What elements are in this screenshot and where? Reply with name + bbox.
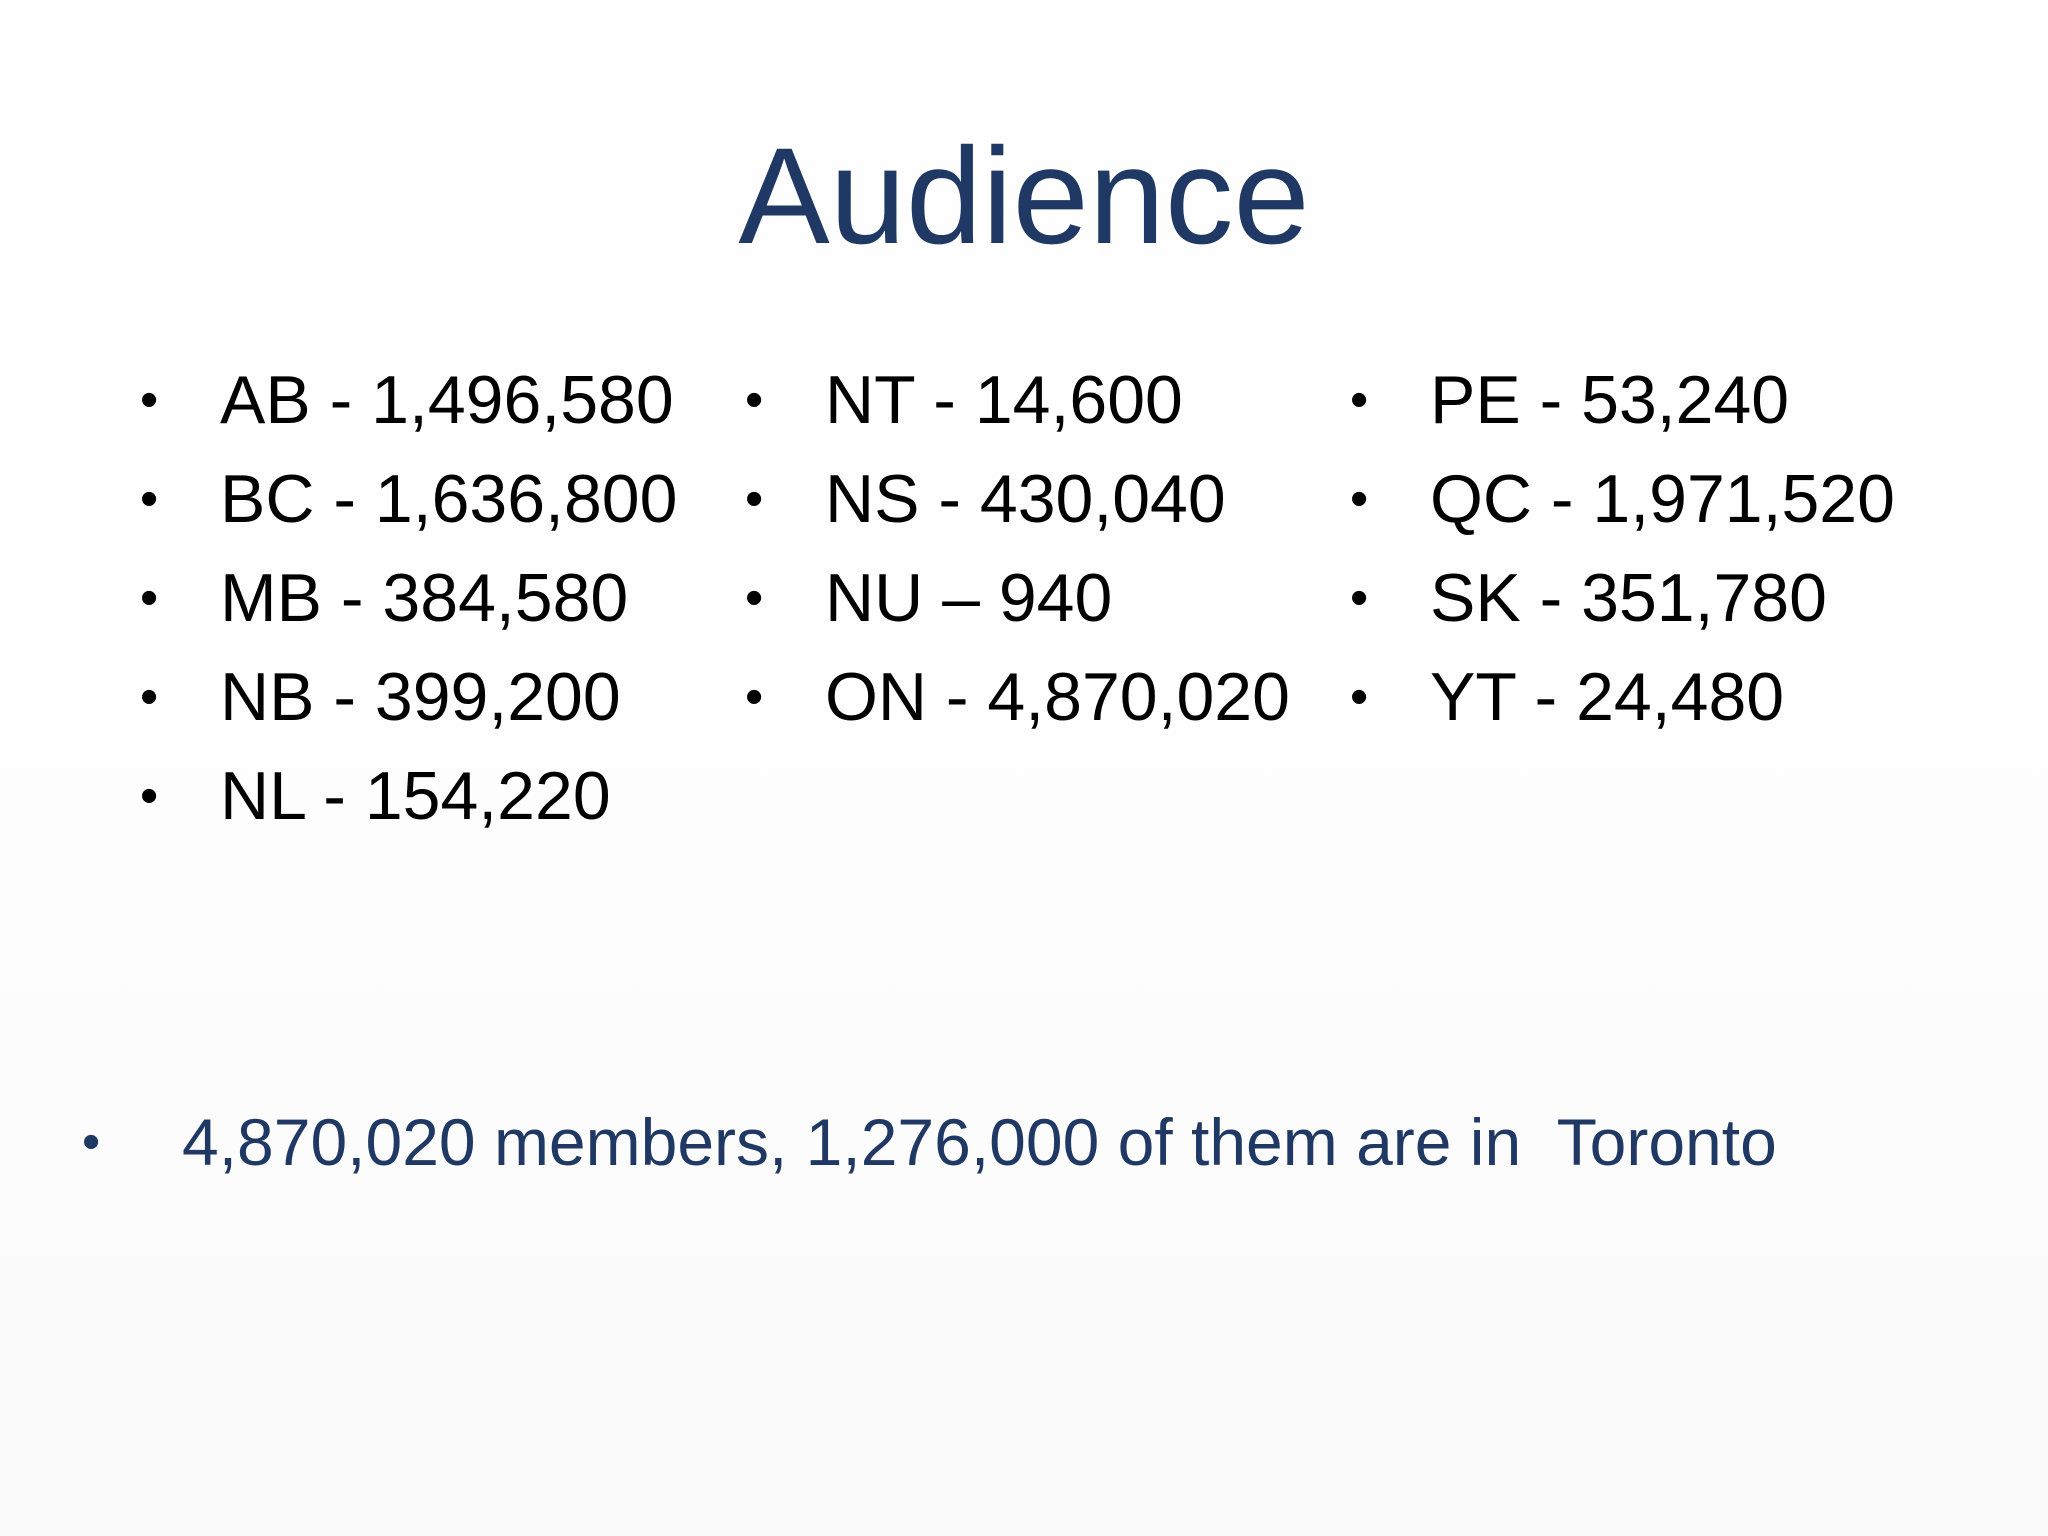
audience-column-3 <box>1350 350 1895 746</box>
bullet-icon: • <box>82 1113 101 1171</box>
list-item <box>140 548 677 647</box>
slide-title: Audience <box>738 120 1310 273</box>
audience-column-1 <box>140 350 677 845</box>
list-item <box>140 647 677 746</box>
list-item <box>140 746 677 845</box>
item-text: BC - 1,636,800 <box>220 460 678 537</box>
bullet-icon: • <box>1350 667 1369 726</box>
bullet-icon: • <box>140 766 159 825</box>
bullet-icon: • <box>140 568 159 627</box>
bullet-icon: • <box>745 370 764 429</box>
bullet-icon: • <box>140 469 159 528</box>
item-text: NB - 399,200 <box>220 658 621 735</box>
item-text: NU – 940 <box>825 559 1113 636</box>
list-item <box>745 350 1290 449</box>
bullet-icon: • <box>1350 469 1369 528</box>
bullet-icon: • <box>1350 568 1369 627</box>
bullet-icon: • <box>140 667 159 726</box>
audience-column-2 <box>745 350 1290 746</box>
list-item <box>140 350 677 449</box>
item-text: NS - 430,040 <box>825 460 1226 537</box>
item-text: QC - 1,971,520 <box>1430 460 1895 537</box>
item-text: ON - 4,870,020 <box>825 658 1290 735</box>
item-text: AB - 1,496,580 <box>220 361 674 438</box>
summary-note <box>82 1104 1777 1180</box>
list-item <box>745 647 1290 746</box>
bullet-icon: • <box>1350 370 1369 429</box>
item-text: PE - 53,240 <box>1430 361 1790 438</box>
list-item <box>1350 449 1895 548</box>
list-item <box>140 449 677 548</box>
list-item <box>1350 350 1895 449</box>
bullet-icon: • <box>745 469 764 528</box>
list-item <box>745 449 1290 548</box>
item-text: MB - 384,580 <box>220 559 629 636</box>
summary-note-text: 4,870,020 members, 1,276,000 of them are in Toronto <box>182 1105 1777 1179</box>
bullet-icon: • <box>745 568 764 627</box>
item-text: NT - 14,600 <box>825 361 1183 438</box>
bullet-icon: • <box>140 370 159 429</box>
item-text: SK - 351,780 <box>1430 559 1827 636</box>
list-item <box>1350 548 1895 647</box>
item-text: YT - 24,480 <box>1430 658 1785 735</box>
list-item <box>745 548 1290 647</box>
item-text: NL - 154,220 <box>220 757 611 834</box>
bullet-icon: • <box>745 667 764 726</box>
list-item <box>1350 647 1895 746</box>
